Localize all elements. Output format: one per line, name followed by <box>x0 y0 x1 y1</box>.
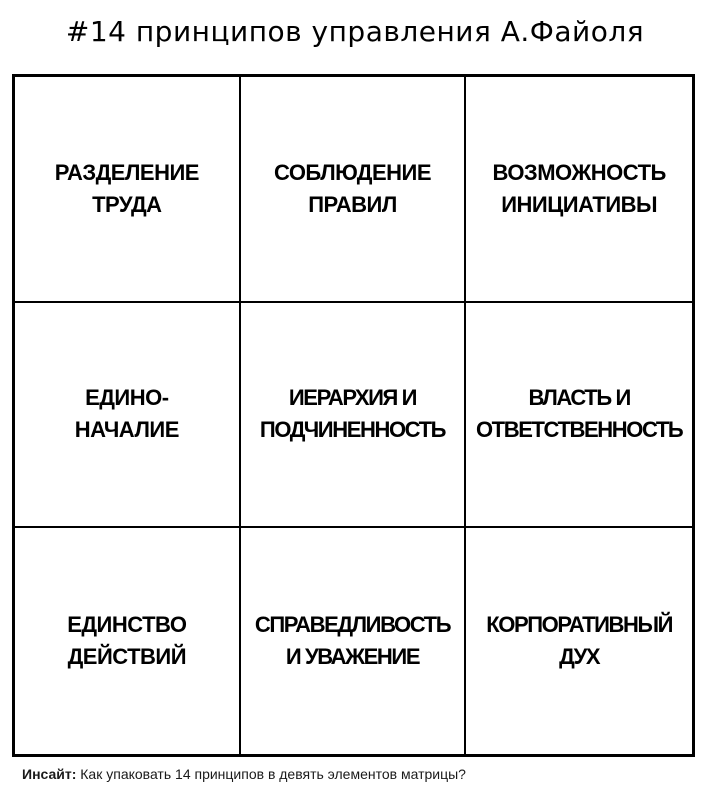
matrix-cell-label: ВОЗМОЖНОСТЬ ИНИЦИАТИВЫ <box>492 159 666 217</box>
matrix-cell-division-of-labor <box>15 77 241 303</box>
page-title: #14 принципов управления А.Файоля <box>65 15 645 48</box>
matrix-cell-esprit-de-corps <box>466 528 692 754</box>
insight-caption <box>22 764 466 784</box>
matrix-cell-unity-of-direction <box>15 528 241 754</box>
matrix-cell-discipline <box>241 77 467 303</box>
matrix-cell-label: ЕДИНСТВО ДЕЙСТВИЙ <box>67 612 187 670</box>
matrix-cell-label: РАЗДЕЛЕНИЕ ТРУДА <box>54 159 199 217</box>
principles-matrix <box>12 74 695 757</box>
matrix-cell-hierarchy <box>241 303 467 529</box>
matrix-cell-label: ИЕРАРХИЯ И ПОДЧИНЕННОСТЬ <box>259 385 446 443</box>
matrix-cell-label: ЕДИНО- НАЧАЛИЕ <box>74 385 179 443</box>
matrix-cell-label: СОБЛЮДЕНИЕ ПРАВИЛ <box>273 159 431 217</box>
matrix-cell-label: ВЛАСТЬ И ОТВЕТСТВЕННОСТЬ <box>475 385 683 443</box>
matrix-cell-label: СПРАВЕДЛИВОСТЬ И УВАЖЕНИЕ <box>254 612 451 670</box>
matrix-cell-label: КОРПОРАТИВНЫЙ ДУХ <box>486 612 673 670</box>
matrix-cell-authority <box>466 303 692 529</box>
matrix-cell-equity <box>241 528 467 754</box>
matrix-cell-unity-of-command <box>15 303 241 529</box>
insight-label: Инсайт: <box>22 766 77 782</box>
insight-text: Как упаковать 14 принципов в девять элементов матрицы? <box>76 766 466 782</box>
matrix-cell-initiative <box>466 77 692 303</box>
